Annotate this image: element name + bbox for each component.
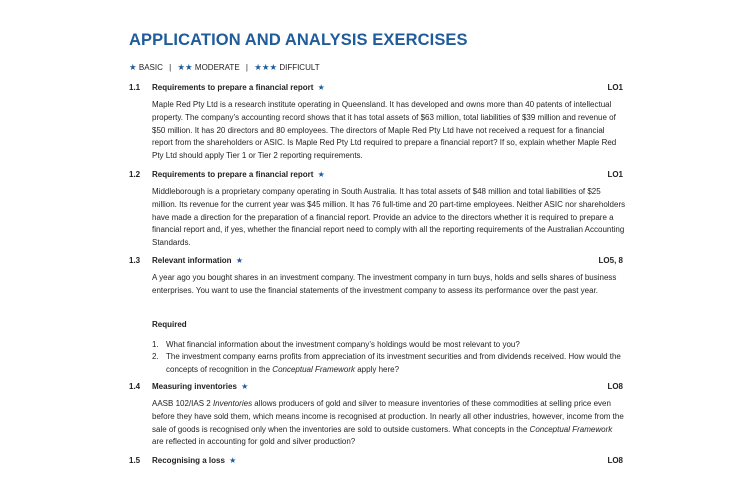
exercise-heading bbox=[152, 256, 243, 265]
exercise-body-italic: Conceptual Framework bbox=[529, 424, 613, 434]
basic-star-icon: ★ bbox=[129, 62, 137, 72]
exercise-number: 1.4 bbox=[129, 382, 141, 391]
exercise-heading-text: Measuring inventories bbox=[152, 382, 237, 391]
list-item-text-end: apply here? bbox=[355, 364, 400, 374]
learning-objective: LO5, 8 bbox=[598, 256, 623, 265]
difficult-star-icon: ★★★ bbox=[254, 62, 278, 72]
exercise-heading-text: Requirements to prepare a financial report bbox=[152, 83, 314, 92]
list-item-number: 2. bbox=[152, 352, 159, 362]
exercise-body-text: allows producers of gold and silver to measure inventories of these commodities at selling price even before they have sold them, which means income is recognised at production. In nearly all other industries, however, income from the sale of goods is recognised only when the inventories are sold to outside customers. What concepts in the bbox=[152, 399, 624, 434]
required-label: Required bbox=[152, 320, 187, 329]
exercise-body-italic: Inventories bbox=[212, 399, 253, 408]
difficulty-legend bbox=[129, 62, 320, 73]
difficulty-star-icon: ★ bbox=[241, 382, 249, 391]
legend-moderate: MODERATE bbox=[194, 63, 240, 72]
list-item bbox=[152, 339, 626, 351]
list-item-italic-text: Conceptual Framework bbox=[272, 364, 355, 374]
moderate-star-icon: ★★ bbox=[177, 62, 193, 72]
legend-difficult: DIFFICULT bbox=[279, 63, 320, 72]
exercise-body: Middleborough is a proprietary company operating in South Australia. It has total assets of $48 million and total liabilities of $25 million. Its revenue for the current year was $45 million. It has 76 full-time and 20 part-time employees. Neither ASIC nor shareholders have made a direction for the preparation of a financial report. Provide an advice to the directors whether it is required to prepare a financial report and, if yes, whether the financial report need to comply with all the reporting requirements of the Australian Accounting Standards. bbox=[152, 187, 626, 248]
difficulty-star-icon: ★ bbox=[235, 256, 243, 265]
learning-objective: LO1 bbox=[607, 83, 623, 92]
learning-objective: LO1 bbox=[607, 170, 623, 179]
learning-objective: LO8 bbox=[607, 382, 623, 391]
exercise-body bbox=[152, 398, 626, 449]
difficulty-star-icon: ★ bbox=[317, 83, 325, 92]
learning-objective: LO8 bbox=[607, 456, 623, 465]
legend-separator: | bbox=[169, 63, 172, 72]
exercise-heading bbox=[152, 83, 325, 92]
exercise-heading-text: Relevant information bbox=[152, 256, 232, 265]
exercise-heading-text: Requirements to prepare a financial report bbox=[152, 170, 314, 179]
exercise-number: 1.3 bbox=[129, 256, 141, 265]
exercise-heading bbox=[152, 456, 236, 465]
difficulty-star-icon: ★ bbox=[317, 170, 325, 179]
exercise-body: Maple Red Pty Ltd is a research institute operating in Queensland. It has developed and owns more than 40 patents of intellectual property. The company’s accounting record shows that it has total assets of $63 million, total liabilities of $39 million and revenue of $50 million. It has 20 directors and 80 employees. The directors of Maple Red Pty Ltd have not received a request for a financial report from the shareholders or ASIC. Is Maple Red Pty Ltd required to prepare a financial report? If so, explain whether Maple Red Pty Ltd should apply Tier 1 or Tier 2 reporting requirements. bbox=[152, 100, 617, 161]
exercise-body-text: are reflected in accounting for gold and silver production? bbox=[152, 437, 356, 447]
exercise-number: 1.5 bbox=[129, 456, 141, 465]
difficulty-star-icon: ★ bbox=[229, 456, 237, 465]
section-title: APPLICATION AND ANALYSIS EXERCISES bbox=[129, 31, 468, 49]
exercise-number: 1.2 bbox=[129, 170, 141, 179]
exercise-heading bbox=[152, 382, 248, 391]
list-item-text: What financial information about the investment company’s holdings would be most relevant to you? bbox=[166, 340, 520, 349]
required-list bbox=[152, 339, 626, 376]
exercise-body: A year ago you bought shares in an investment company. The investment company in turn buys, holds and sells shares of business enterprises. You want to use the financial statements of the investment company to assess its performance over the past year. bbox=[152, 273, 617, 295]
legend-basic: BASIC bbox=[138, 63, 163, 72]
exercise-heading bbox=[152, 170, 325, 179]
legend-separator: | bbox=[245, 63, 248, 72]
exercise-body-text: AASB 102/IAS 2 bbox=[152, 399, 213, 408]
exercise-heading-text: Recognising a loss bbox=[152, 456, 225, 465]
exercise-number: 1.1 bbox=[129, 83, 141, 92]
list-item bbox=[152, 351, 626, 376]
list-item-text: The investment company earns profits from appreciation of its investment securities and from dividends received. How would the concepts of recognition in the bbox=[166, 352, 621, 374]
list-item-number: 1. bbox=[152, 340, 159, 349]
